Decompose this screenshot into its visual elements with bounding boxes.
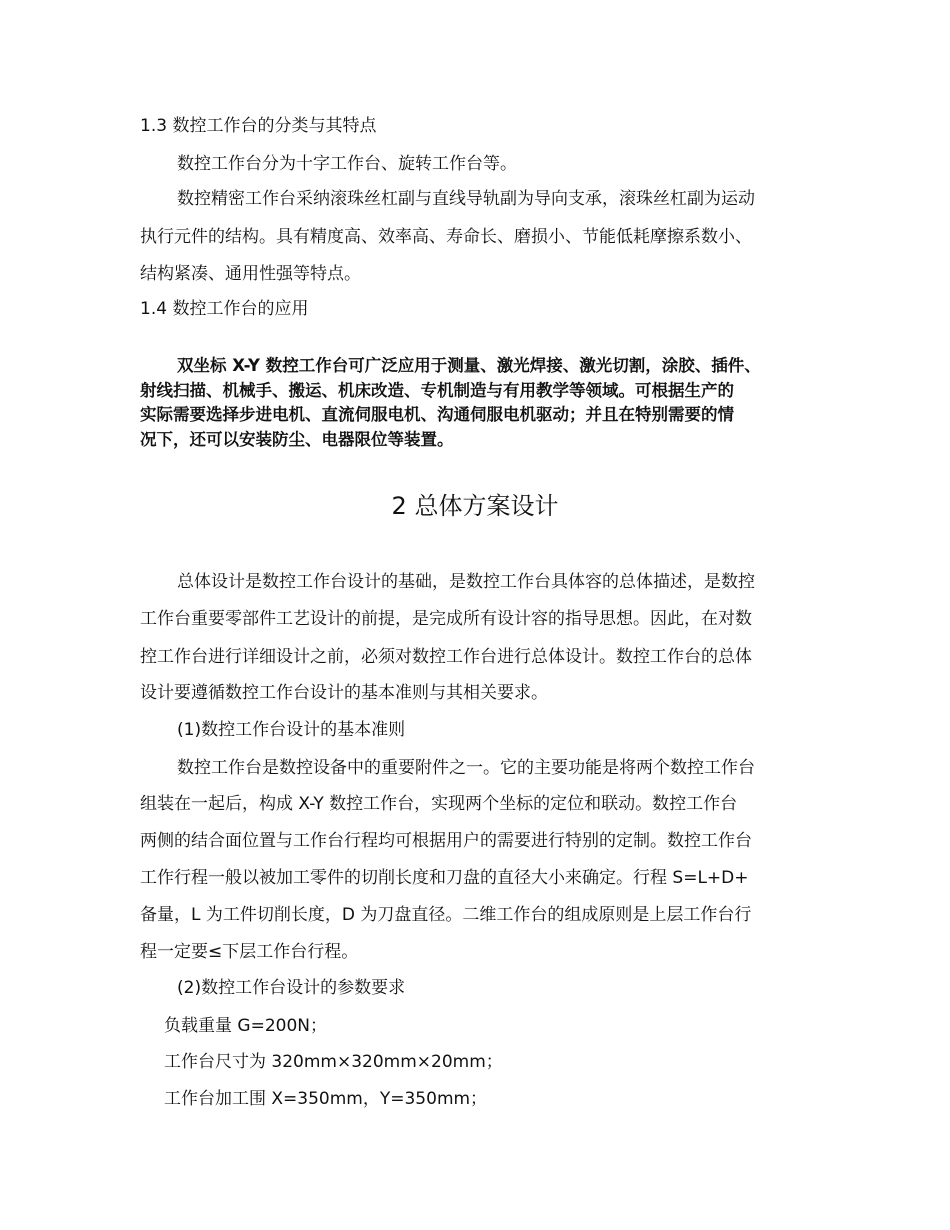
- bold-line: 双坐标 X-Y 数控工作台可广泛应用于测量、激光焊接、激光切割，涂胶、插件、: [177, 356, 761, 375]
- bold-line: 射线扫描、机械手、搬运、机床改造、专机制造与有用教学等领域。可根据生产的: [140, 380, 734, 400]
- paragraph-line: 两侧的结合面位置与工作台行程均可根据用户的需要进行特别的定制。数控工作台: [140, 831, 752, 851]
- application-paragraph: [140, 354, 830, 452]
- param-line: 负载重量 G=200N；: [164, 1016, 327, 1036]
- paragraph-line: 结构紧凑、通用性强等特点。: [140, 264, 361, 284]
- subsection-2-heading: (2)数控工作台设计的参数要求: [177, 978, 406, 998]
- subsection-1-heading: (1)数控工作台设计的基本准则: [177, 720, 406, 740]
- paragraph-line: 数控工作台分为十字工作台、旋转工作台等。: [177, 154, 517, 174]
- section-1-4-heading: 1.4 数控工作台的应用: [140, 299, 309, 319]
- paragraph-line: 数控工作台是数控设备中的重要附件之一。它的主要功能是将两个数控工作台: [177, 758, 755, 778]
- paragraph-line: 备量，L 为工件切削长度，D 为刀盘直径。二维工作台的组成原则是上层工作台行: [140, 905, 752, 925]
- bold-line: 况下，还可以安装防尘、电器限位等装置。: [140, 429, 454, 449]
- param-line: 工作台尺寸为 320mm×320mm×20mm；: [164, 1052, 503, 1072]
- paragraph-line: 总体设计是数控工作台设计的基础，是数控工作台具体容的总体描述，是数控: [177, 572, 755, 592]
- paragraph-line: 数控精密工作台采纳滚珠丝杠副与直线导轨副为导向支承，滚珠丝杠副为运动: [177, 189, 755, 209]
- paragraph-line: 控工作台进行详细设计之前，必须对数控工作台进行总体设计。数控工作台的总体: [140, 647, 752, 667]
- paragraph-line: 执行元件的结构。具有精度高、效率高、寿命长、磨损小、节能低耗摩擦系数小、: [140, 227, 752, 247]
- chapter-2-title: 2 总体方案设计: [391, 492, 559, 520]
- section-1-3-heading: 1.3 数控工作台的分类与其特点: [140, 116, 377, 136]
- paragraph-line: 组装在一起后，构成 X-Y 数控工作台，实现两个坐标的定位和联动。数控工作台: [140, 794, 738, 814]
- paragraph-line: 设计要遵循数控工作台设计的基本准则与其相关要求。: [140, 683, 548, 703]
- bold-line: 实际需要选择步进电机、直流伺服电机、沟通伺服电机驱动；并且在特别需要的情: [140, 405, 734, 424]
- paragraph-line: 工作行程一般以被加工零件的切削长度和刀盘的直径大小来确定。行程 S=L+D+: [140, 868, 749, 888]
- paragraph-line: 程一定要≤下层工作台行程。: [140, 942, 359, 962]
- param-line: 工作台加工围 X=350mm，Y=350mm；: [164, 1089, 488, 1109]
- paragraph-line: 工作台重要零部件工艺设计的前提，是完成所有设计容的指导思想。因此，在对数: [140, 609, 752, 629]
